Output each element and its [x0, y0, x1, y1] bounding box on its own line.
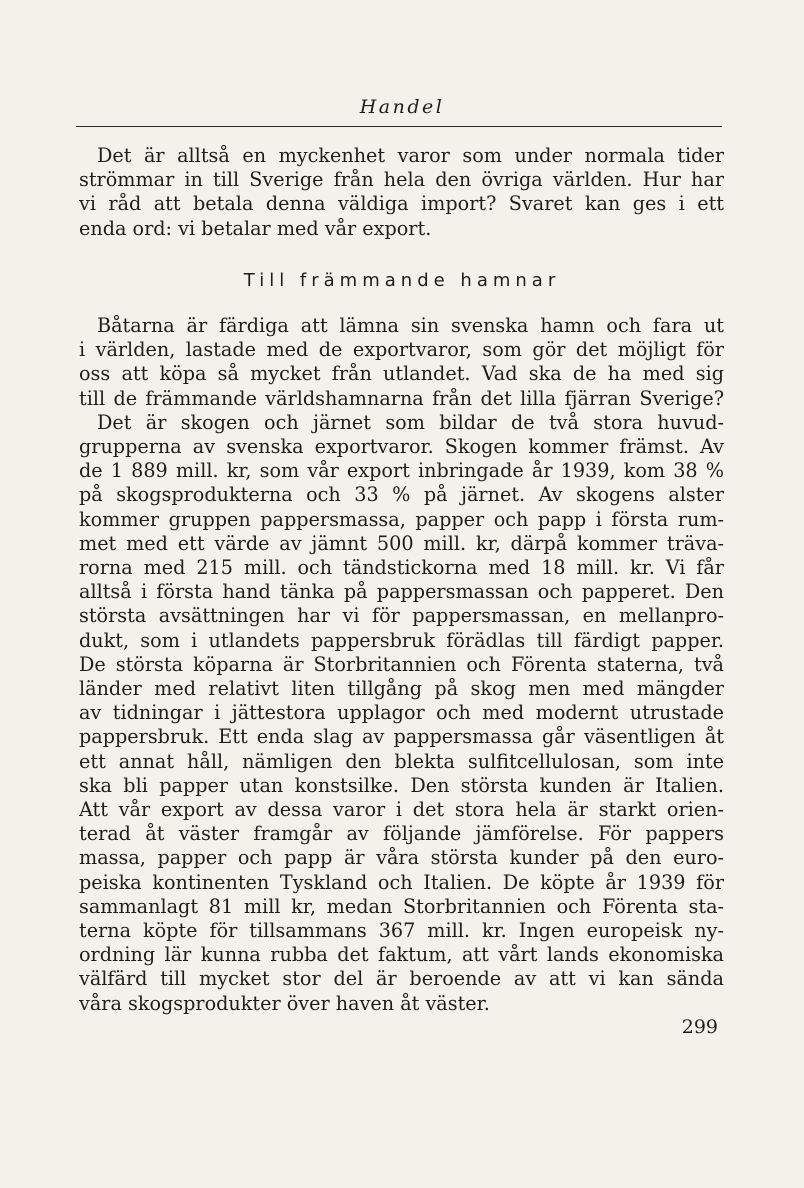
- text-line: terna köpte för tillsammans 367 mill. kr. Ingen europeisk ny-: [79, 919, 724, 943]
- text-line: på skogsprodukterna och 33 % på järnet. Av skogens alster: [79, 483, 724, 507]
- text-line: länder med relativt liten tillgång på skog men med mängder: [79, 677, 724, 701]
- text-line: strömmar in till Sverige från hela den övriga världen. Hur har: [79, 168, 724, 192]
- section-paragraph: [79, 314, 724, 1016]
- text-line: pappersbruk. Ett enda slag av pappersmassa går väsentligen åt: [79, 725, 724, 749]
- text-line: dukt, som i utlandets pappersbruk förädlas till färdigt papper.: [79, 628, 724, 652]
- text-line: enda ord: vi betalar med vår export.: [79, 216, 432, 240]
- text-line: peiska kontinenten Tyskland och Italien. De köpte år 1939 för: [79, 870, 724, 894]
- text-line: Det är skogen och järnet som bildar de två stora huvud-: [97, 410, 724, 434]
- text-line: i världen, lastade med de exportvaror, som gör det möjligt för: [79, 338, 724, 362]
- text-line: ordning lär kunna rubba det faktum, att vårt lands ekonomiska: [79, 943, 724, 967]
- text-line: till de främmande världshamnarna från det lilla fjärran Sverige?: [79, 386, 724, 410]
- text-line: grupperna av svenska exportvaror. Skogen kommer främst. Av: [79, 435, 724, 459]
- text-line: våra skogsprodukter över haven åt väster.: [79, 991, 490, 1015]
- text-line: största avsättningen har vi för pappersmassan, en mellanpro-: [79, 604, 724, 628]
- text-line: de 1 889 mill. kr, som vår export inbringade år 1939, kom 38 %: [79, 459, 724, 483]
- running-title: Handel: [359, 96, 445, 118]
- header-rule: [76, 126, 722, 127]
- text-line: kommer gruppen pappersmassa, papper och papp i första rum-: [79, 507, 724, 531]
- text-line: ska bli papper utan konstsilke. Den största kunden är Italien.: [79, 773, 724, 797]
- text-line: Det är alltså en myckenhet varor som under normala tider: [97, 144, 724, 167]
- text-line: Båtarna är färdiga att lämna sin svenska hamn och fara ut: [97, 314, 724, 337]
- text-line: välfärd till mycket stor del är beroende av att vi kan sända: [79, 967, 724, 991]
- text-line: oss att köpa så mycket från utlandet. Vad ska de ha med sig: [79, 362, 724, 386]
- section-heading: Till främmande hamnar: [243, 270, 561, 291]
- page-number: 299: [681, 1016, 718, 1038]
- text-line: terad åt väster framgår av följande jämförelse. För pappers: [79, 822, 724, 846]
- text-line: vi råd att betala denna väldiga import? Svaret kan ges i ett: [79, 192, 724, 216]
- text-line: av tidningar i jättestora upplagor och med modernt utrustade: [79, 701, 724, 725]
- text-line: rorna med 215 mill. och tändstickorna med 18 mill. kr. Vi får: [79, 556, 724, 580]
- text-line: sammanlagt 81 mill kr, medan Storbritannien och Förenta sta-: [79, 894, 724, 918]
- text-line: met med ett värde av jämnt 500 mill. kr, därpå kommer träva-: [79, 531, 724, 555]
- intro-paragraph: [79, 144, 724, 241]
- text-line: Att vår export av dessa varor i det stora hela är starkt orien-: [79, 798, 724, 822]
- text-line: De största köparna är Storbritannien och Förenta staterna, två: [79, 652, 724, 676]
- text-line: massa, papper och papp är våra största kunder på den euro-: [79, 846, 724, 870]
- text-line: alltså i första hand tänka på pappersmassan och papperet. Den: [79, 580, 724, 604]
- text-line: ett annat håll, nämligen den blekta sulfitcellulosan, som inte: [79, 749, 724, 773]
